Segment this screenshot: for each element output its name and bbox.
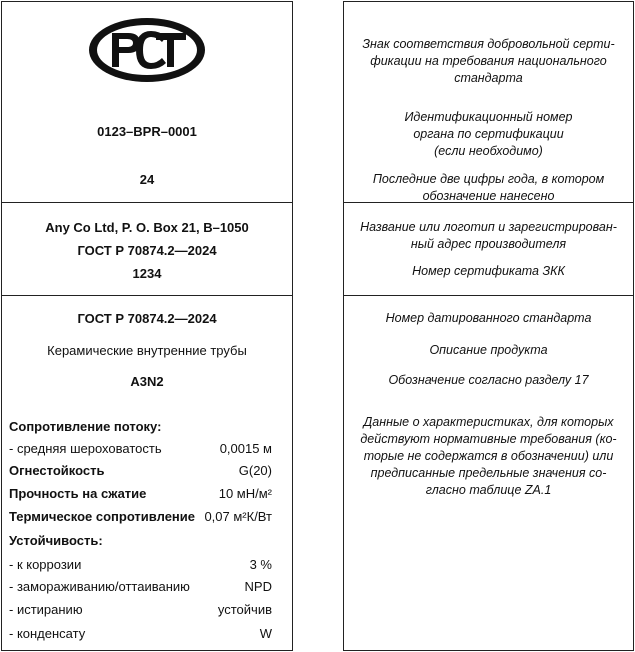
property-row (9, 626, 272, 644)
property-label: - к коррозии (9, 557, 82, 572)
property-row (9, 602, 272, 620)
property-label: Устойчивость: (9, 533, 103, 548)
property-row (9, 419, 272, 437)
body-id-description: Идентификационный номер органа по сертификации (если необходимо) (404, 110, 573, 158)
property-label: Термическое сопротивление (9, 509, 196, 524)
standard-description: Номер датированного стандарта (385, 311, 592, 325)
property-row (9, 579, 272, 597)
property-row (9, 557, 272, 575)
divider (344, 295, 633, 296)
producer-address: Any Co Ltd, P. O. Box 21, B–1050 (45, 220, 249, 235)
characteristics-description: Данные о характеристиках, для которых действуют нормативные требования (ко- торые не содержатся в обозначении) или предписанные предельные значения со- гласно таблице ZA.1 (360, 415, 617, 497)
property-value: 0,07 м²К/Вт (204, 509, 272, 524)
product-desc-label: Описание продукта (429, 343, 548, 357)
year-description: Последние две цифры года, в котором обозначение нанесено (372, 172, 605, 203)
property-label: - истиранию (9, 602, 83, 617)
pct-conformity-mark-icon (88, 17, 206, 83)
property-row (9, 509, 272, 527)
marking-panel (1, 1, 293, 651)
designation-description: Обозначение согласно разделу 17 (388, 373, 589, 387)
designation: A3N2 (130, 374, 164, 389)
property-label: - средняя шероховатость (9, 441, 162, 456)
property-row (9, 486, 272, 504)
product-description: Керамические внутренние трубы (47, 343, 247, 358)
property-label: Прочность на сжатие (9, 486, 147, 501)
divider (2, 202, 292, 203)
property-value: NPD (244, 579, 272, 594)
dated-standard: ГОСТ Р 70874.2—2024 (77, 311, 217, 326)
property-value: 0,0015 м (219, 441, 272, 456)
property-value: 3 % (249, 557, 272, 572)
producer-description: Название или логотип и зарегистрирован- ный адрес производителя (360, 220, 617, 251)
property-label: Огнестойкость (9, 463, 105, 478)
property-row (9, 463, 272, 481)
property-value: G(20) (238, 463, 272, 478)
year-digits: 24 (139, 172, 155, 187)
divider (344, 202, 633, 203)
property-label: Сопротивление потоку: (9, 419, 162, 434)
standard-number: ГОСТ Р 70874.2—2024 (77, 243, 217, 258)
certificate-description: Номер сертификата ЗКК (412, 264, 565, 278)
certification-body-number: 0123–BPR–0001 (97, 124, 197, 139)
property-value: W (259, 626, 272, 641)
sign-description: Знак соответствия добровольной серти- фикации на требования национального стандарта (362, 37, 615, 85)
property-value: 10 мН/м² (218, 486, 272, 501)
divider (2, 295, 292, 296)
property-label: - конденсату (9, 626, 86, 641)
certificate-number: 1234 (132, 266, 162, 281)
property-row (9, 441, 272, 459)
property-row (9, 533, 272, 551)
legend-panel (343, 1, 634, 651)
property-value: устойчив (217, 602, 272, 617)
property-label: - замораживанию/оттаиванию (9, 579, 190, 594)
